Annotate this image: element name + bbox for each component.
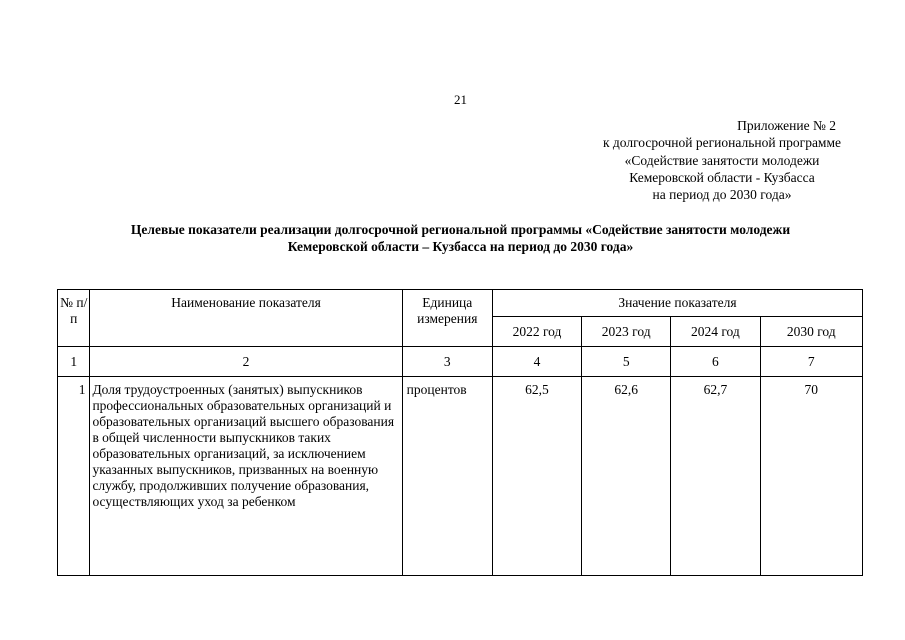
header-num: № п/п	[58, 290, 90, 347]
header-year: 2023 год	[582, 317, 671, 347]
column-index-row	[58, 347, 863, 377]
indicator-unit: процентов	[402, 377, 492, 576]
header-name: Наименование показателя	[90, 290, 402, 347]
indicator-value: 62,7	[671, 377, 760, 576]
document-title-line: Кемеровской области – Кузбасса на период до 2030 года»	[287, 239, 634, 254]
indicator-value: 70	[760, 377, 863, 576]
column-index: 3	[402, 347, 492, 377]
appendix-line: Кемеровской области - Кузбасса	[629, 169, 815, 185]
document-title	[30, 221, 891, 255]
header-unit: Единица измерения	[402, 290, 492, 347]
appendix-line: «Содействие занятости молодежи	[624, 152, 820, 168]
column-index: 7	[760, 347, 863, 377]
header-values: Значение показателя	[492, 290, 862, 317]
table-header-row	[58, 290, 863, 317]
column-index: 6	[671, 347, 760, 377]
page-number: 21	[454, 92, 467, 107]
appendix-line: на период до 2030 года»	[652, 187, 792, 203]
indicator-value: 62,6	[582, 377, 671, 576]
header-year: 2030 год	[760, 317, 863, 347]
appendix-number: Приложение № 2	[737, 118, 836, 133]
appendix-header	[560, 117, 884, 203]
column-index: 5	[582, 347, 671, 377]
table-row	[58, 377, 863, 576]
header-year: 2024 год	[671, 317, 760, 347]
column-index: 2	[90, 347, 402, 377]
document-title-line: Целевые показатели реализации долгосрочной региональной программы «Содействие занятости молодежи	[130, 222, 791, 237]
indicators-table	[57, 289, 863, 576]
column-index: 1	[58, 347, 90, 377]
header-year: 2022 год	[492, 317, 581, 347]
appendix-line: к долгосрочной региональной программе	[602, 135, 842, 151]
row-number: 1	[58, 377, 90, 576]
column-index: 4	[492, 347, 581, 377]
indicator-value: 62,5	[492, 377, 581, 576]
indicator-name: Доля трудоустроенных (занятых) выпускников профессиональных образовательных организаций и образовательных организаций высшего образования в общей численности выпускников таких образовательных организаций, за исключением указанных выпускников, призванных на военную службу, продолживших получение образования, осуществляющих уход за ребенком	[90, 377, 402, 576]
